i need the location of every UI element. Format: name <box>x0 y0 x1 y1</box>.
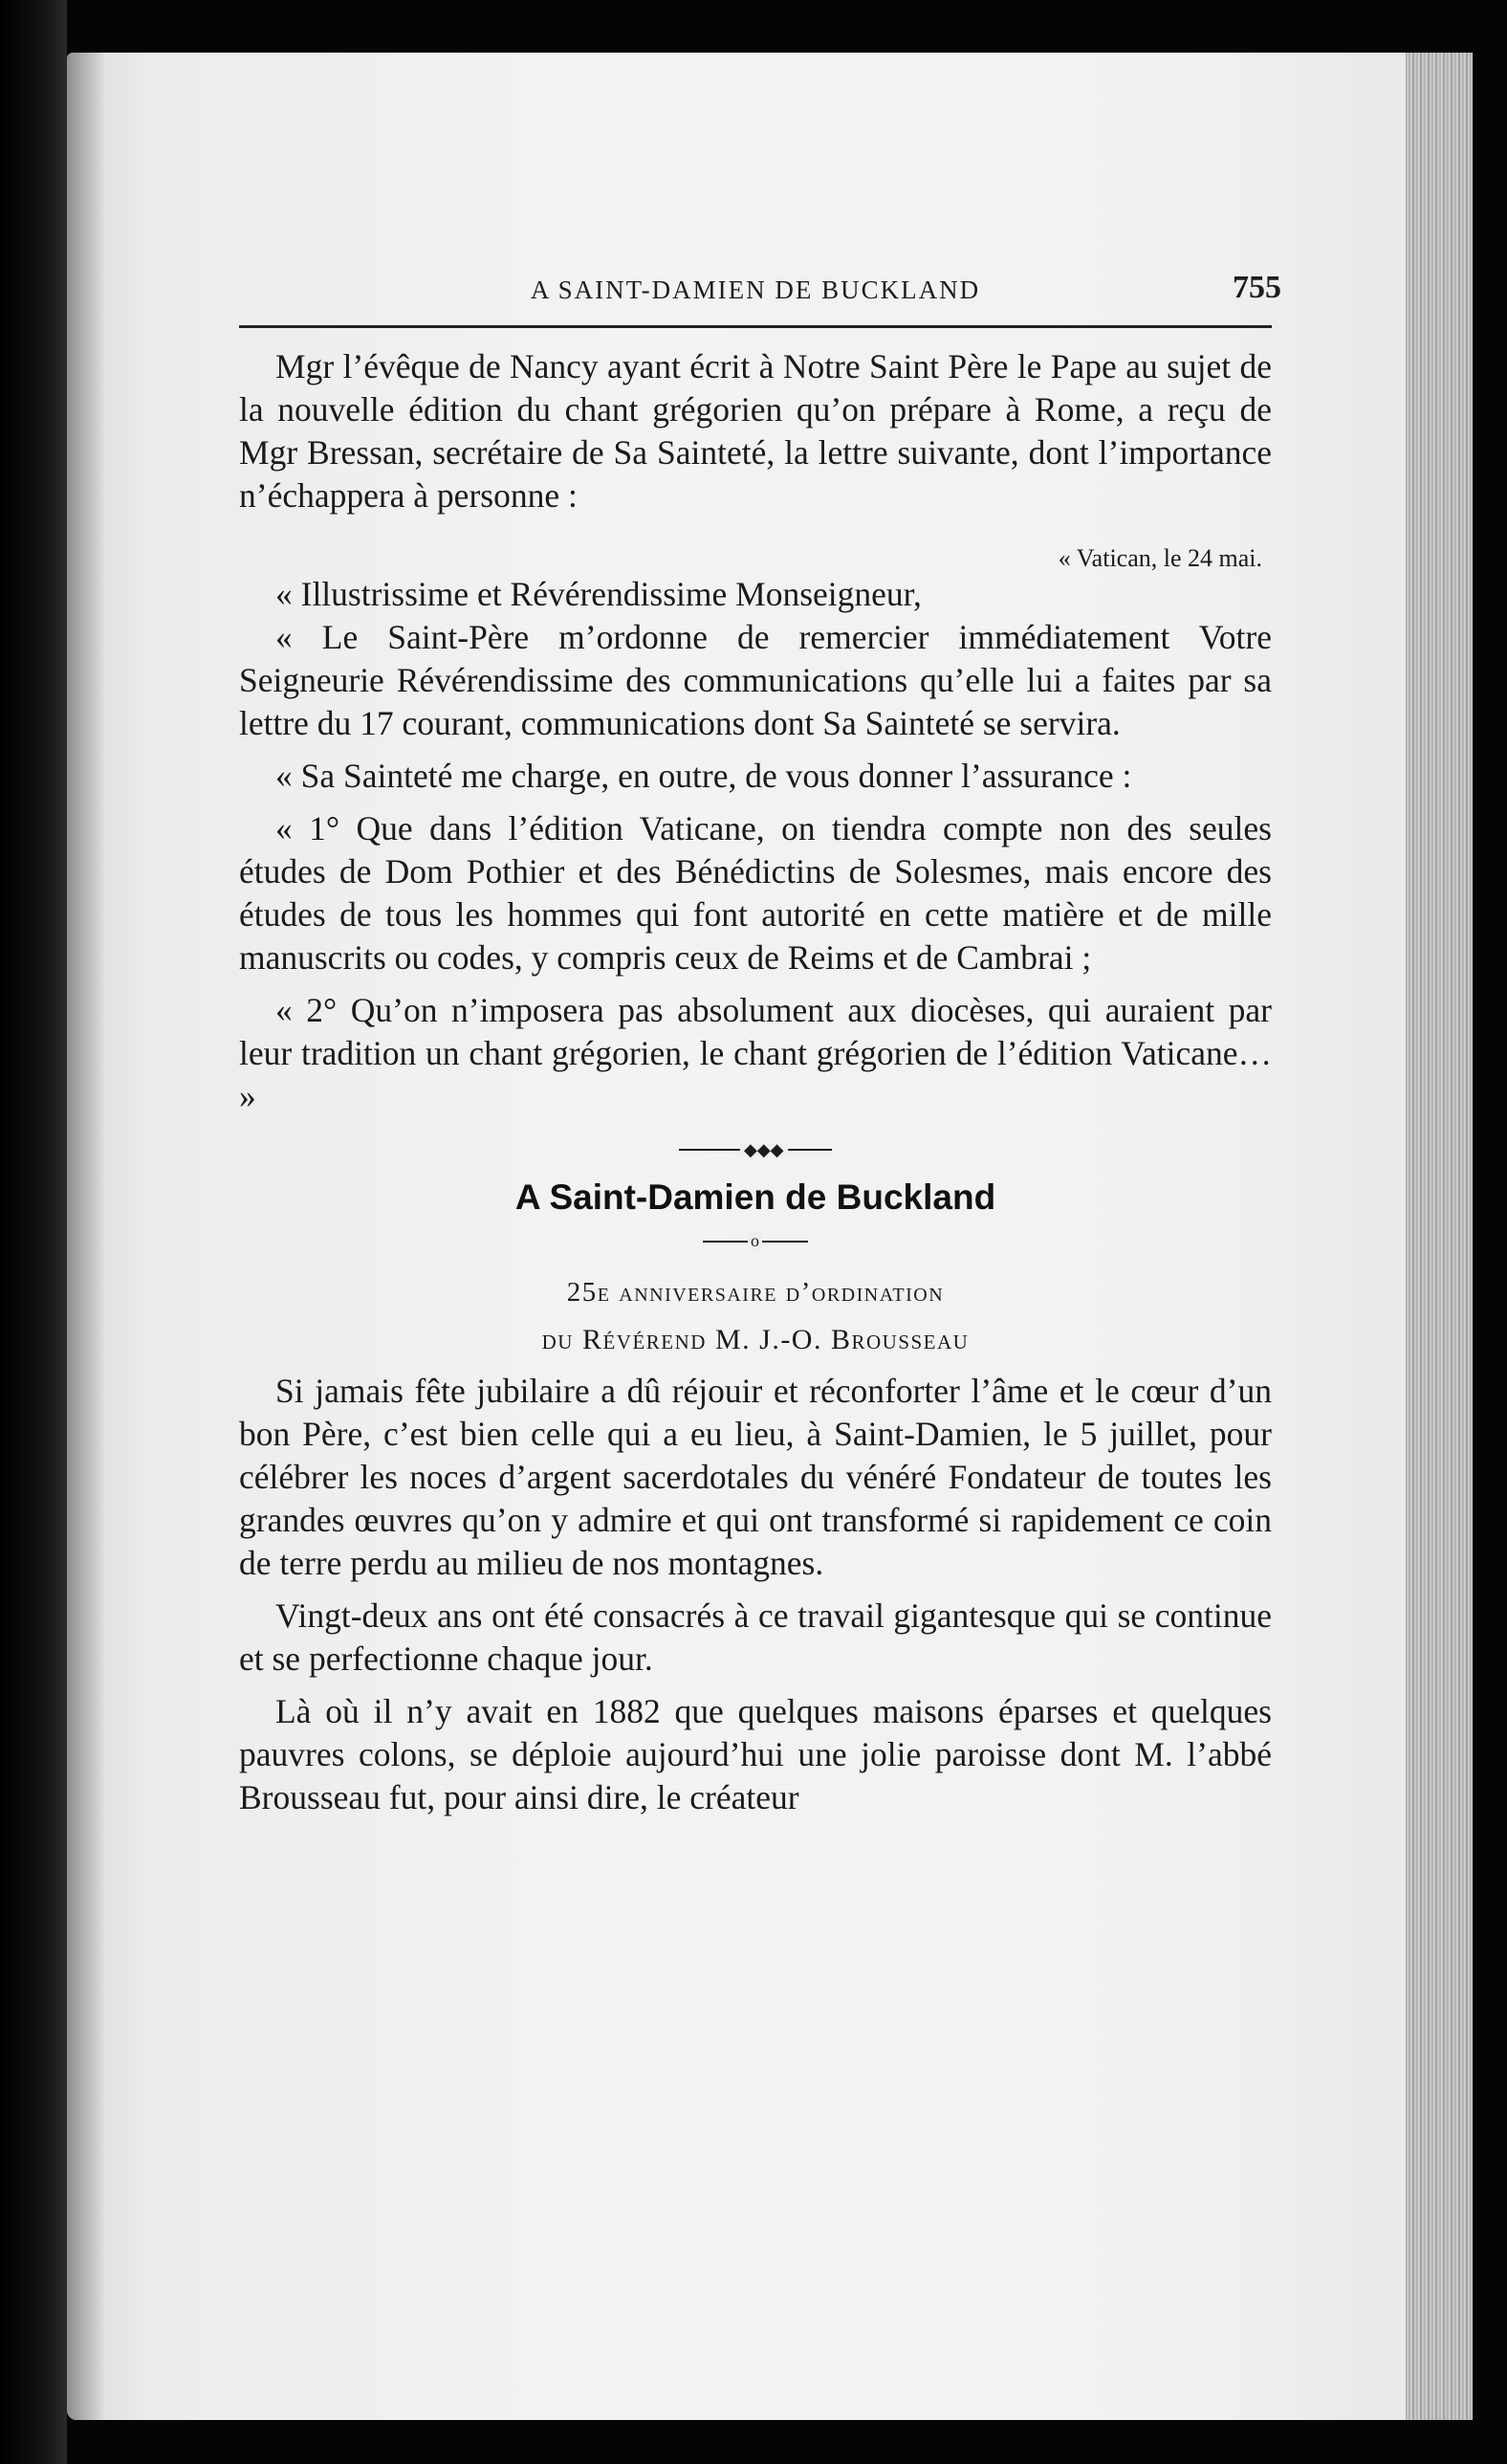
article-paragraph-3: Là où il n’y avait en 1882 que quelques maisons éparses et quelques pauvres colons, se déploie aujourd’hui une jolie paroisse dont M. l’abbé Brousseau fut, pour ainsi dire, le créateur <box>239 1692 1272 1816</box>
running-header <box>239 258 1281 328</box>
page-number: 755 <box>1233 270 1281 305</box>
ornament-icon: ◆◆◆ <box>740 1143 788 1156</box>
gutter-shadow <box>67 53 105 2420</box>
small-divider <box>703 1231 808 1250</box>
article-subtitle-2: du Révérend M. J.-O. Brousseau <box>541 1324 970 1355</box>
article-paragraph-1: Si jamais fête jubilaire a dû réjouir et réconforter l’âme et le cœur d’un bon Père, c’est bien celle qui a eu lieu, à Saint-Damien, le 5 juillet, pour célébrer les noces d’argent sacerdotales du vénéré Fondateur de toutes les grandes œuvres qu’on y admire et qui ont transformé si rapidement ce coin de terre perdu au milieu de nos montagnes. <box>239 1372 1272 1582</box>
running-title: A SAINT-DAMIEN DE BUCKLAND <box>530 275 981 304</box>
letter-paragraph-3: « 1° Que dans l’édition Vaticane, on tiendra compte non des seules études de Dom Pothier et des Bénédictins de Solesmes, mais encore des études de tous les hommes qui font autorité en cette matière et de mille manuscrits ou codes, y compris ceux de Reims et de Cambrai ; <box>239 809 1272 977</box>
scan-border <box>0 0 67 2464</box>
article-title: A Saint-Damien de Buckland <box>514 1177 996 1217</box>
letter-paragraph-1: « Le Saint-Père m’ordonne de remercier immédiatement Votre Seigneurie Révérendissime des communications qu’elle lui a faites par sa lettre du 17 courant, communications dont Sa Sainteté se servira. <box>239 618 1272 742</box>
letter-paragraph-2: « Sa Sainteté me charge, en outre, de vous donner l’assurance : <box>275 757 1132 795</box>
letter-intro: Mgr l’évêque de Nancy ayant écrit à Notre Saint Père le Pape au sujet de la nouvelle édition du chant grégorien qu’on prépare à Rome, a reçu de Mgr Bressan, secrétaire de Sa Sainteté, la lettre suivante, dont l’importance n’échappera à personne : <box>239 347 1272 515</box>
page-content <box>239 258 1281 1819</box>
letter-salutation: « Illustrissime et Révérendissime Monseigneur, <box>275 575 922 613</box>
book-page <box>67 53 1473 2420</box>
article-paragraph-2: Vingt-deux ans ont été consacrés à ce travail gigantesque qui se continue et se perfectionne chaque jour. <box>239 1596 1272 1678</box>
letter-paragraph-4: « 2° Qu’on n’imposera pas absolument aux diocèses, qui auraient par leur tradition un chant grégorien, le chant grégorien de l’édition Vaticane… » <box>239 991 1272 1115</box>
article-subtitle-1: 25e anniversaire d’ordination <box>566 1277 945 1308</box>
page-edges <box>1406 53 1473 2420</box>
letter-dateline: « Vatican, le 24 mai. <box>1058 544 1262 572</box>
circle-ornament-icon: o <box>748 1231 762 1251</box>
section-divider <box>679 1140 832 1159</box>
